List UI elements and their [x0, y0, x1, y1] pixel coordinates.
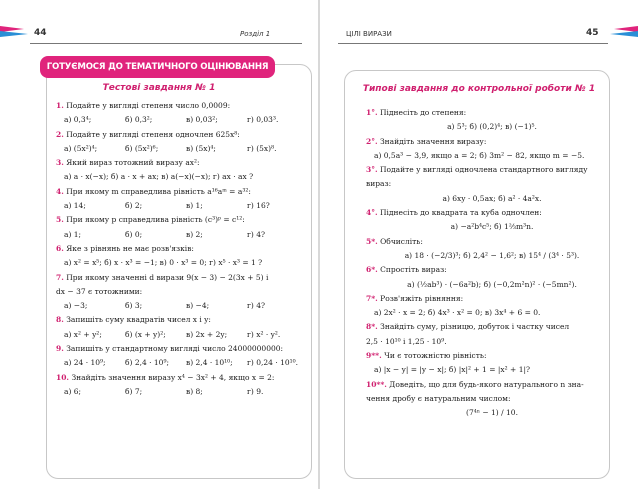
- question-number: 10**.: [366, 379, 387, 389]
- question-text: При якому m справедлива рівність a¹⁶aᵐ = a³²:: [66, 186, 251, 196]
- question-number: 3.: [56, 158, 64, 168]
- question-number: 9**.: [366, 351, 382, 361]
- exercise-line: а) |x − y| = |y − x|; б) |x|² + 1 = |x² + 1|?: [374, 365, 531, 375]
- question-line: [56, 242, 308, 256]
- question-line: [366, 292, 618, 306]
- exercise-line: 2,5 · 10¹⁰ і 1,25 · 10⁹.: [366, 336, 447, 346]
- question-line: [56, 313, 308, 327]
- question-text: Запишіть у стандартному вигляді число 24000000000:: [66, 344, 284, 354]
- exercise-line: (7⁴ⁿ − 1) / 10.: [466, 408, 518, 418]
- page-number: 44: [34, 28, 47, 38]
- answer-option: а) −3;: [64, 301, 88, 311]
- question-line: [366, 349, 618, 363]
- right-page: [320, 0, 638, 489]
- exercise-line: а) 6xy · 0,5ax; б) a² · 4a²x.: [442, 193, 542, 203]
- question-text: При якому значенні d вирази 9(x − 3) − 2(3x + 5) і: [66, 272, 269, 282]
- question-text: Який вираз тотожний виразу ax²:: [66, 158, 200, 168]
- answer-option: а) 0,3⁴;: [64, 115, 92, 125]
- exercise-line: чення дробу є натуральним числом:: [366, 393, 511, 403]
- running-head: Розділ 1: [240, 30, 271, 38]
- question-line: [366, 378, 618, 392]
- answer-option: б) 2,4 · 10⁹;: [125, 358, 169, 368]
- header-rule: [338, 43, 608, 44]
- answer-option: а) 6;: [64, 386, 82, 396]
- question-number: 10.: [56, 372, 70, 382]
- answer-option: в) 2x + 2y;: [186, 329, 228, 339]
- question-number: 6.: [56, 243, 64, 253]
- answer-option: а) x² + y²;: [64, 329, 102, 339]
- exercise-line: вираз:: [366, 179, 392, 189]
- exercise-line: а) x² = x⁵; б) x · x³ = −1; в) 0 · x³ = 0; г) x⁵ · x³ = 1 ?: [64, 258, 263, 268]
- question-line: [366, 235, 618, 249]
- question-line: [366, 106, 618, 120]
- answer-option: г) 9.: [247, 386, 264, 396]
- question-text: Яке з рівнянь не має розв'язків:: [66, 243, 194, 253]
- question-text: Подайте у вигляді одночлена стандартного вигляду: [379, 165, 588, 175]
- exercise-line: а) a · x(−x); б) a · x + ax; в) a(−x)(−x); г) ax · ax ?: [64, 172, 254, 182]
- question-line: [56, 213, 308, 227]
- question-text: Спростіть вираз:: [380, 265, 447, 275]
- question-number: 6*.: [366, 265, 378, 275]
- answer-option: г) (5x)⁸.: [247, 143, 277, 153]
- answer-option: г) 0,03³.: [247, 115, 279, 125]
- header-rule: [30, 43, 302, 44]
- running-head: ЦІЛІ ВИРАЗИ: [346, 30, 392, 38]
- exercise-list: [366, 106, 618, 421]
- question-text: Подайте у вигляді степеня одночлен 625x⁸:: [66, 129, 240, 139]
- answer-option: в) (5x)⁴;: [186, 143, 216, 153]
- question-line: [366, 320, 618, 334]
- question-line: [56, 371, 308, 385]
- answer-options: [56, 299, 308, 313]
- section-title: Типові завдання до контрольної роботи № 1: [362, 84, 596, 94]
- exercise-line: а) 0,5a³ − 3,9, якщо a = 2; б) 3m² − 82, якщо m = −5.: [374, 150, 585, 160]
- question-number: 1°.: [366, 108, 378, 117]
- exercise-line: а) 2x² · x = 2; б) 4x³ · x² = 0; в) 3x⁴ + 6 = 0.: [374, 308, 541, 318]
- answer-option: г) 0,24 · 10¹⁰.: [247, 358, 299, 368]
- answer-option: в) 2,4 · 10¹⁰;: [186, 358, 233, 368]
- question-number: 7.: [56, 272, 64, 282]
- question-number: 3°.: [366, 165, 378, 175]
- exercise-line: а) −a²b⁴c⁵; б) 1⅔m³n.: [450, 222, 534, 232]
- question-number: 4.: [56, 186, 64, 196]
- answer-option: а) 1;: [64, 229, 82, 239]
- answer-option: в) 2;: [186, 229, 203, 239]
- answer-option: г) 4?: [247, 301, 266, 311]
- question-line: [56, 271, 308, 285]
- exercise-list: [56, 99, 308, 399]
- answer-options: [56, 113, 308, 127]
- question-text: Розв'яжіть рівняння:: [380, 293, 464, 303]
- answer-option: г) x² · y².: [247, 329, 281, 339]
- question-line: [56, 128, 308, 142]
- answer-option: б) 3;: [125, 301, 143, 311]
- answer-options: [56, 228, 308, 242]
- answer-options: [56, 356, 308, 370]
- exercise-line: а) 18 · (−2/3)³; б) 2,4² − 1,6²; в) 15⁴ / (3⁴ · 5³).: [404, 250, 580, 260]
- question-number: 4°.: [366, 208, 378, 218]
- question-number: 2.: [56, 129, 64, 139]
- question-text: Чи є тотожністю рівність:: [384, 351, 487, 361]
- answer-option: в) 1;: [186, 201, 203, 211]
- header-decoration-right: [608, 22, 638, 40]
- question-text: При якому p справедлива рівність (c³)ᵖ = c¹²:: [66, 215, 245, 225]
- exercise-line: а) 5³; б) (0,2)⁴; в) (−1)⁵.: [447, 122, 537, 132]
- answer-option: в) −4;: [186, 301, 210, 311]
- question-line: [56, 342, 308, 356]
- answer-option: а) 24 · 10⁹;: [64, 358, 106, 368]
- answer-option: г) 16?: [247, 201, 270, 211]
- question-text: Доведіть, що для будь-якого натурального n зна-: [389, 379, 584, 389]
- question-text: Піднесіть до степеня:: [379, 108, 467, 117]
- section-title: Тестові завдання № 1: [102, 83, 216, 93]
- left-page: [0, 0, 318, 489]
- question-line: [56, 99, 308, 113]
- answer-option: б) 0;: [125, 229, 143, 239]
- question-number: 7*.: [366, 293, 378, 303]
- answer-option: б) 0,3²;: [125, 115, 153, 125]
- answer-option: г) 4?: [247, 229, 266, 239]
- question-line: [366, 206, 618, 220]
- answer-option: б) (5x²)⁶;: [125, 143, 159, 153]
- question-number: 8.: [56, 315, 64, 325]
- answer-options: [56, 142, 308, 156]
- question-text: Запишіть суму квадратів чисел x і y:: [66, 315, 211, 325]
- question-text: Знайдіть значення виразу:: [379, 136, 487, 146]
- answer-options: [56, 199, 308, 213]
- exercise-line: а) (½ab³) · (−6a²b); б) (−0,2m²n)² · (−5mn²).: [407, 279, 577, 289]
- question-number: 8*.: [366, 322, 378, 332]
- answer-option: в) 0,03²;: [186, 115, 218, 125]
- question-text: Піднесіть до квадрата та куба одночлен:: [379, 208, 542, 218]
- question-number: 1.: [56, 101, 64, 110]
- answer-option: б) (x + y)²;: [125, 329, 166, 339]
- question-number: 5.: [56, 215, 64, 225]
- question-text: Обчисліть:: [380, 236, 423, 246]
- answer-option: а) 14;: [64, 201, 86, 211]
- question-line: [56, 185, 308, 199]
- exercise-line: dx − 37 є тотожними:: [56, 286, 143, 296]
- question-text: Знайдіть суму, різницю, добуток і частку чисел: [380, 322, 570, 332]
- question-text: Подайте у вигляді степеня число 0,0009:: [66, 101, 231, 110]
- question-number: 9.: [56, 344, 64, 354]
- answer-option: а) (5x²)⁴;: [64, 143, 98, 153]
- answer-option: б) 2;: [125, 201, 143, 211]
- answer-options: [56, 328, 308, 342]
- page-number: 45: [586, 28, 599, 38]
- question-line: [366, 163, 618, 177]
- answer-option: б) 7;: [125, 386, 143, 396]
- question-number: 5*.: [366, 236, 378, 246]
- section-banner: ГОТУЄМОСЯ ДО ТЕМАТИЧНОГО ОЦІНЮВАННЯ: [40, 56, 275, 78]
- question-number: 2°.: [366, 136, 378, 146]
- question-line: [56, 156, 308, 170]
- question-line: [366, 135, 618, 149]
- question-text: Знайдіть значення виразу x⁴ − 3x² + 4, якщо x = 2:: [71, 372, 275, 382]
- header-decoration-left: [0, 22, 30, 40]
- question-line: [366, 263, 618, 277]
- answer-option: в) 8;: [186, 386, 203, 396]
- answer-options: [56, 385, 308, 399]
